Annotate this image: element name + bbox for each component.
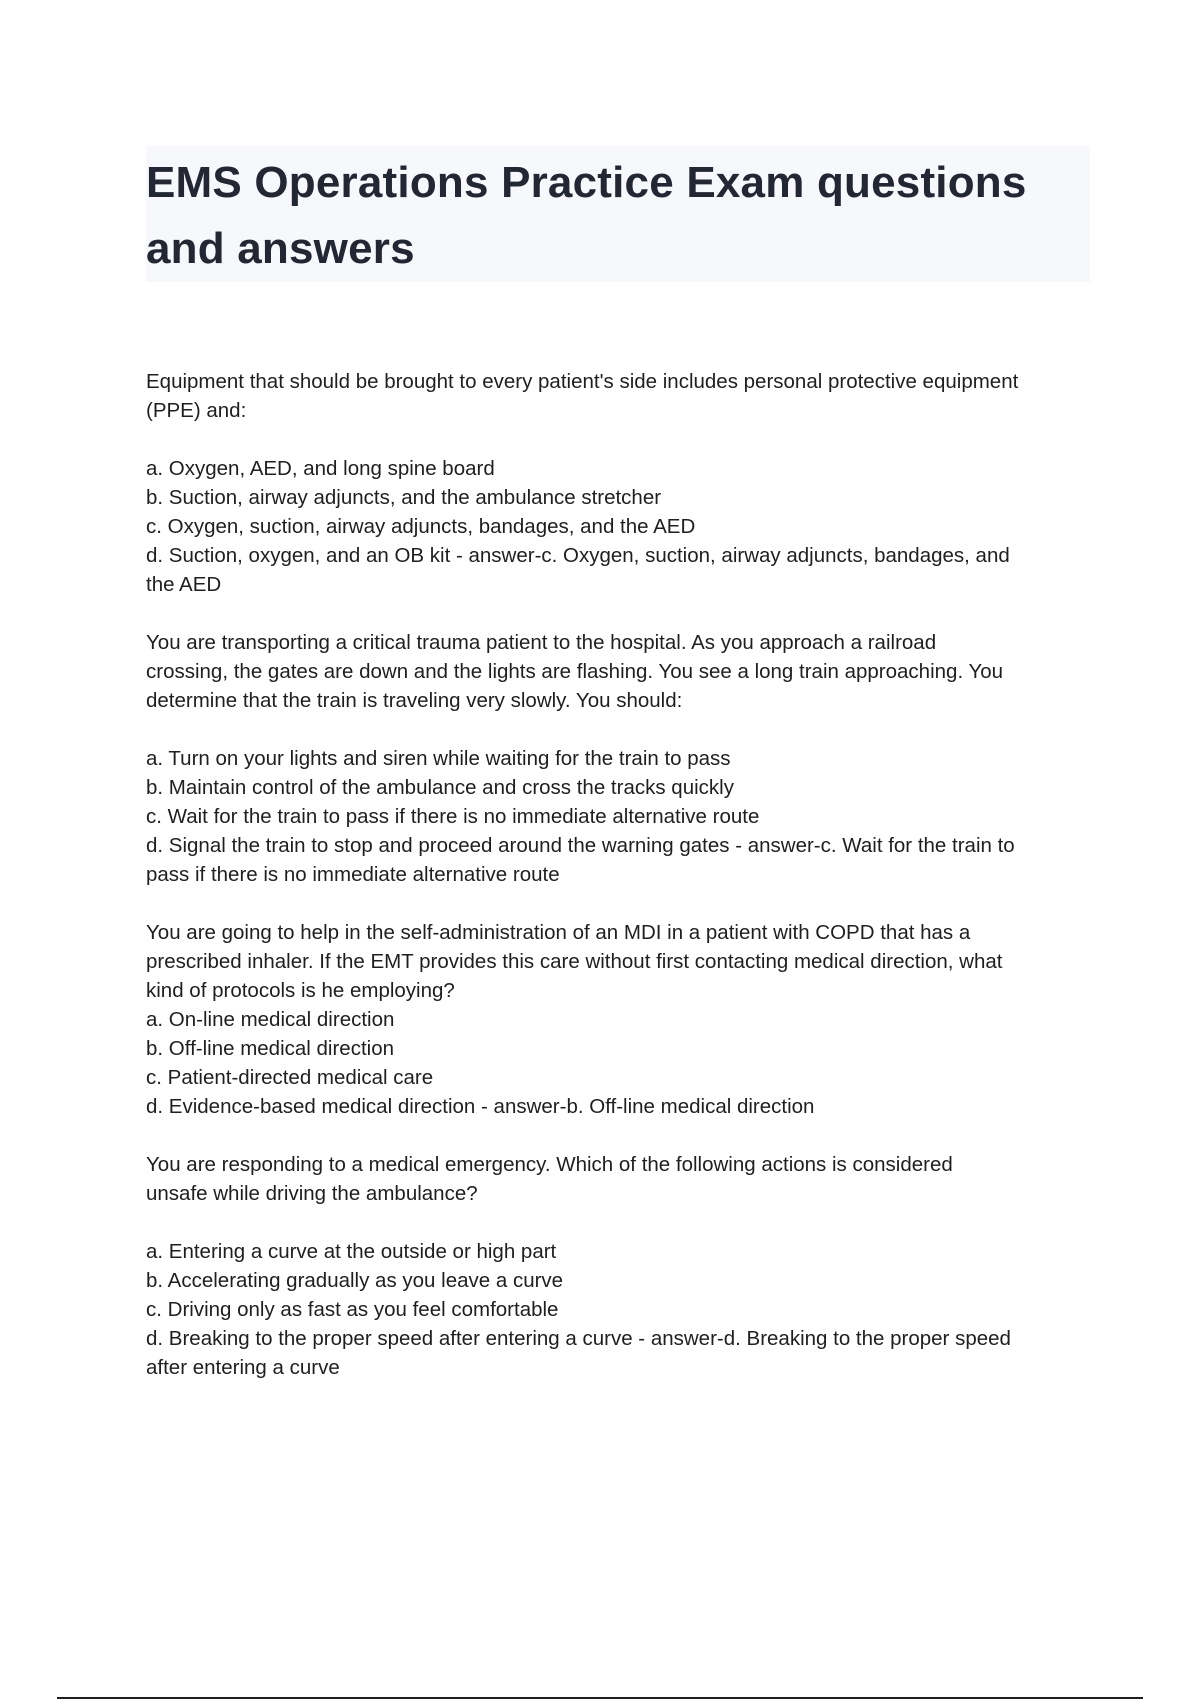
title-line: and answers xyxy=(146,224,415,273)
title-banner xyxy=(146,146,1090,282)
option-line-with-answer: pass if there is no immediate alternative route xyxy=(146,863,560,886)
question-3 xyxy=(146,918,1094,1005)
question-text-line: You are responding to a medical emergency. Which of the following actions is considered xyxy=(146,1153,953,1176)
question-text-line: determine that the train is traveling very slowly. You should: xyxy=(146,689,683,712)
option-line: b. Maintain control of the ambulance and cross the tracks quickly xyxy=(146,776,734,799)
question-text-line: (PPE) and: xyxy=(146,399,247,422)
option-line: b. Suction, airway adjuncts, and the ambulance stretcher xyxy=(146,486,662,509)
question-2 xyxy=(146,628,1094,715)
option-line-with-answer: d. Evidence-based medical direction - answer-b. Off-line medical direction xyxy=(146,1095,815,1118)
option-line-with-answer: d. Signal the train to stop and proceed around the warning gates - answer-c. Wait for the train to xyxy=(146,834,1015,857)
option-line: a. Turn on your lights and siren while waiting for the train to pass xyxy=(146,747,731,770)
question-text-line: Equipment that should be brought to every patient's side includes personal protective equipment xyxy=(146,370,1019,393)
spacer xyxy=(146,1121,1094,1150)
spacer xyxy=(146,599,1094,628)
spacer xyxy=(146,889,1094,918)
question-4 xyxy=(146,1150,1094,1208)
option-line: a. Entering a curve at the outside or high part xyxy=(146,1240,557,1263)
option-line-with-answer: after entering a curve xyxy=(146,1356,340,1379)
question-1 xyxy=(146,367,1094,425)
question-text-line: You are transporting a critical trauma patient to the hospital. As you approach a railroad xyxy=(146,631,937,654)
question-text-line: You are going to help in the self-administration of an MDI in a patient with COPD that has a xyxy=(146,921,971,944)
spacer xyxy=(146,425,1094,454)
question-text-line: kind of protocols is he employing? xyxy=(146,979,455,1002)
option-line: a. On-line medical direction xyxy=(146,1008,395,1031)
option-line: c. Driving only as fast as you feel comfortable xyxy=(146,1298,559,1321)
page-bottom-divider xyxy=(57,1697,1143,1699)
option-line: a. Oxygen, AED, and long spine board xyxy=(146,457,495,480)
questions-list xyxy=(146,367,1094,1382)
option-line: c. Oxygen, suction, airway adjuncts, bandages, and the AED xyxy=(146,515,696,538)
question-text-line: crossing, the gates are down and the lights are flashing. You see a long train approaching. You xyxy=(146,660,1004,683)
question-1-options xyxy=(146,454,1094,599)
option-line: c. Wait for the train to pass if there is no immediate alternative route xyxy=(146,805,760,828)
option-line: b. Off-line medical direction xyxy=(146,1037,395,1060)
option-line: c. Patient-directed medical care xyxy=(146,1066,434,1089)
page-title xyxy=(146,150,1027,282)
option-line-with-answer: d. Suction, oxygen, and an OB kit - answer-c. Oxygen, suction, airway adjuncts, bandages, and xyxy=(146,544,1010,567)
spacer xyxy=(146,1208,1094,1237)
question-2-options xyxy=(146,744,1094,889)
question-3-options xyxy=(146,1005,1094,1121)
option-line: b. Accelerating gradually as you leave a curve xyxy=(146,1269,564,1292)
option-line-with-answer: d. Breaking to the proper speed after entering a curve - answer-d. Breaking to the proper speed xyxy=(146,1327,1011,1350)
question-text-line: prescribed inhaler. If the EMT provides this care without first contacting medical direction, what xyxy=(146,950,1003,973)
question-text-line: unsafe while driving the ambulance? xyxy=(146,1182,478,1205)
option-line-with-answer: the AED xyxy=(146,573,222,596)
question-4-options xyxy=(146,1237,1094,1382)
title-line: EMS Operations Practice Exam questions xyxy=(146,158,1027,207)
spacer xyxy=(146,715,1094,744)
